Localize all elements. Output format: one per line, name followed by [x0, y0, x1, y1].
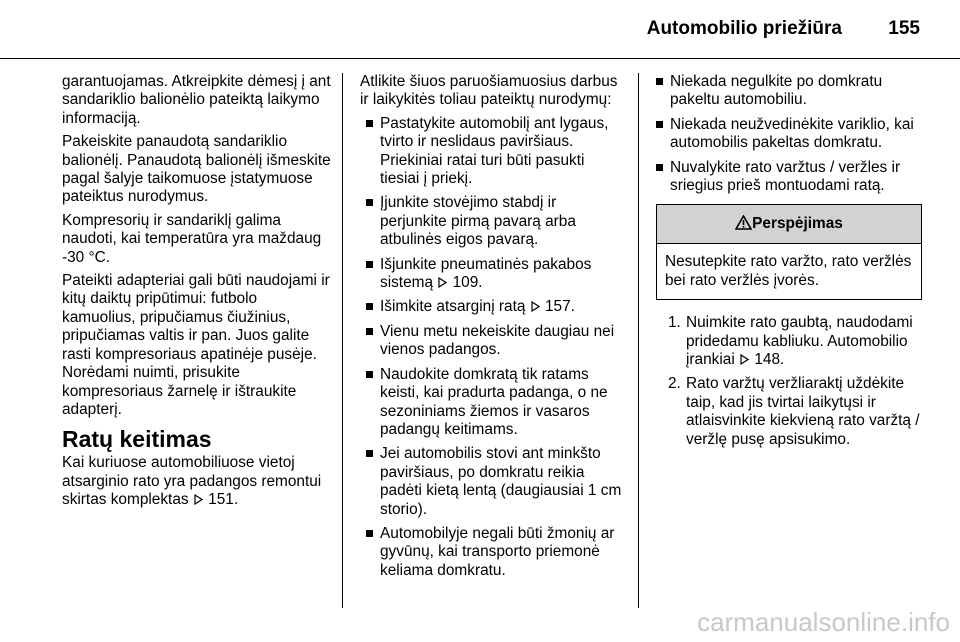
bullet-icon: [366, 199, 373, 206]
column-divider-2: [638, 73, 639, 608]
warning-box: [656, 204, 922, 300]
list-item: [656, 159, 924, 196]
list-item: [366, 445, 622, 519]
paragraph-replace-bottle: Pakeiskite panaudotą sandariklio balionėlį. Panaudotą balionėlį išmeskite pagal šalyje taikomuose įstatymuose pateiktus nurodymus.: [62, 133, 331, 206]
list-item-text: Išjunkite pneumatinės pakabos sistemą: [380, 255, 592, 292]
step-text: Nuimkite rato gaubtą, naudodami pridedamu kabliuku. Automobilio įrankiai: [686, 314, 913, 369]
intro-paragraph: Atlikite šiuos paruošiamuosius darbus ir laikykitės toliau pateiktų nurodymų:: [360, 73, 618, 109]
page-title: Automobilio priežiūra: [646, 18, 842, 39]
list-item: [366, 298, 622, 316]
column-3: [656, 73, 924, 455]
warning-title: Perspėjimas: [752, 215, 843, 233]
list-item: [366, 323, 622, 360]
bullet-icon: [366, 530, 373, 537]
column-1: [62, 73, 334, 515]
page-reference[interactable]: 148.: [754, 351, 785, 369]
bullet-icon: [656, 121, 663, 128]
list-item-text: Išimkite atsarginį ratą: [380, 298, 526, 316]
bullet-icon: [366, 450, 373, 457]
page-reference-icon: [438, 277, 447, 288]
warning-header: [657, 205, 921, 244]
column-divider-1: [342, 73, 343, 608]
paragraph-repair-kit: [62, 454, 334, 509]
column-2: [360, 73, 622, 586]
page-reference[interactable]: 151.: [208, 491, 239, 509]
list-item: [656, 116, 924, 153]
page-reference-icon: [531, 301, 540, 312]
safety-list: [656, 73, 924, 195]
preparation-list: [366, 115, 622, 580]
section-heading: Ratų keitimas: [62, 426, 212, 453]
page-header: [0, 0, 960, 60]
step-number: 2.: [668, 375, 681, 393]
list-item: [366, 194, 622, 249]
bullet-icon: [366, 303, 373, 310]
list-item-text: Naudokite domkratą tik ratams keisti, kai pradurta padanga, o ne sezoniniams žiemos ir vasaros padangų keitimams.: [380, 365, 608, 438]
paragraph-adapters: Pateikti adapteriai gali būti naudojami ir kitų daiktų pripūtimui: futbolo kamuolius, pripučiamus čiužinius, pripučiamas valtis ir pan. Juos galite rasti kompresoriaus apatinėje pusėje. Norėdami nuimti, prisukite kompresoriaus žarnelę ir ištraukite adapterį.: [62, 272, 330, 418]
paragraph-repair-kit-text: Kai kuriuose automobiliuose vietoj atsarginio rato yra padangos remontui skirtas komplektas: [62, 454, 322, 509]
step-item: [656, 375, 924, 449]
step-item: [656, 314, 924, 369]
bullet-icon: [656, 164, 663, 171]
step-text: Rato varžtų veržliaraktį uždėkite taip, kad jis tvirtai laikytųsi ir atlaisvinkite kiekvieną rato varžtą / veržlę pusę apsisukimo.: [686, 375, 920, 448]
list-item-text: Niekada neužvedinėkite variklio, kai automobilis pakeltas domkratu.: [670, 115, 914, 152]
paragraph-temperature: Kompresorių ir sandariklį galima naudoti, kai temperatūra yra maždaug -30 °C.: [62, 211, 322, 266]
paragraph-storage: garantuojamas. Atkreipkite dėmesį į ant sandariklio balionėlio pateiktą laikymo informaciją.: [62, 73, 331, 127]
list-item-text: Nuvalykite rato varžtus / veržles ir sriegius prieš montuodami ratą.: [670, 158, 901, 195]
list-item-text: Pastatykite automobilį ant lygaus, tvirto ir neslidaus paviršiaus. Priekiniai ratai turi būti pasukti tiesiai į priekį.: [380, 114, 609, 188]
bullet-icon: [366, 328, 373, 335]
list-item: [366, 525, 622, 580]
page-reference[interactable]: 109.: [452, 274, 483, 292]
page-reference-icon: [194, 494, 203, 505]
warning-triangle-icon: [735, 215, 752, 230]
steps-list: [656, 314, 924, 449]
bullet-icon: [366, 371, 373, 378]
page-reference-icon: [740, 354, 749, 365]
list-item-text: Jei automobilis stovi ant minkšto paviršiaus, po domkratu reikia padėti kietą lentą (daugiausiai 1 cm storio).: [380, 445, 622, 518]
page-reference[interactable]: 157.: [544, 298, 575, 316]
list-item-text: Įjunkite stovėjimo stabdį ir perjunkite pirmą pavarą arba atbulinės eigos pavarą.: [380, 194, 576, 249]
watermark: carmanualsonline.info: [697, 607, 950, 637]
list-item: [366, 115, 622, 189]
list-item-text: Vienu metu nekeiskite daugiau nei vienos padangos.: [380, 322, 615, 359]
list-item-text: Automobilyje negali būti žmonių ar gyvūnų, kai transporto priemonė keliama domkratu.: [380, 524, 615, 579]
bullet-icon: [656, 78, 663, 85]
list-item: [366, 366, 622, 440]
header-divider: [0, 58, 960, 59]
list-item-text: Niekada negulkite po domkratu pakeltu automobiliu.: [670, 73, 883, 109]
bullet-icon: [366, 261, 373, 268]
page-number: 155: [888, 18, 920, 39]
step-number: 1.: [668, 314, 681, 332]
bullet-icon: [366, 120, 373, 127]
list-item: [366, 256, 622, 293]
list-item: [656, 73, 924, 110]
warning-text: Nesutepkite rato varžto, rato veržlės bei rato veržlės įvorės.: [665, 253, 912, 289]
